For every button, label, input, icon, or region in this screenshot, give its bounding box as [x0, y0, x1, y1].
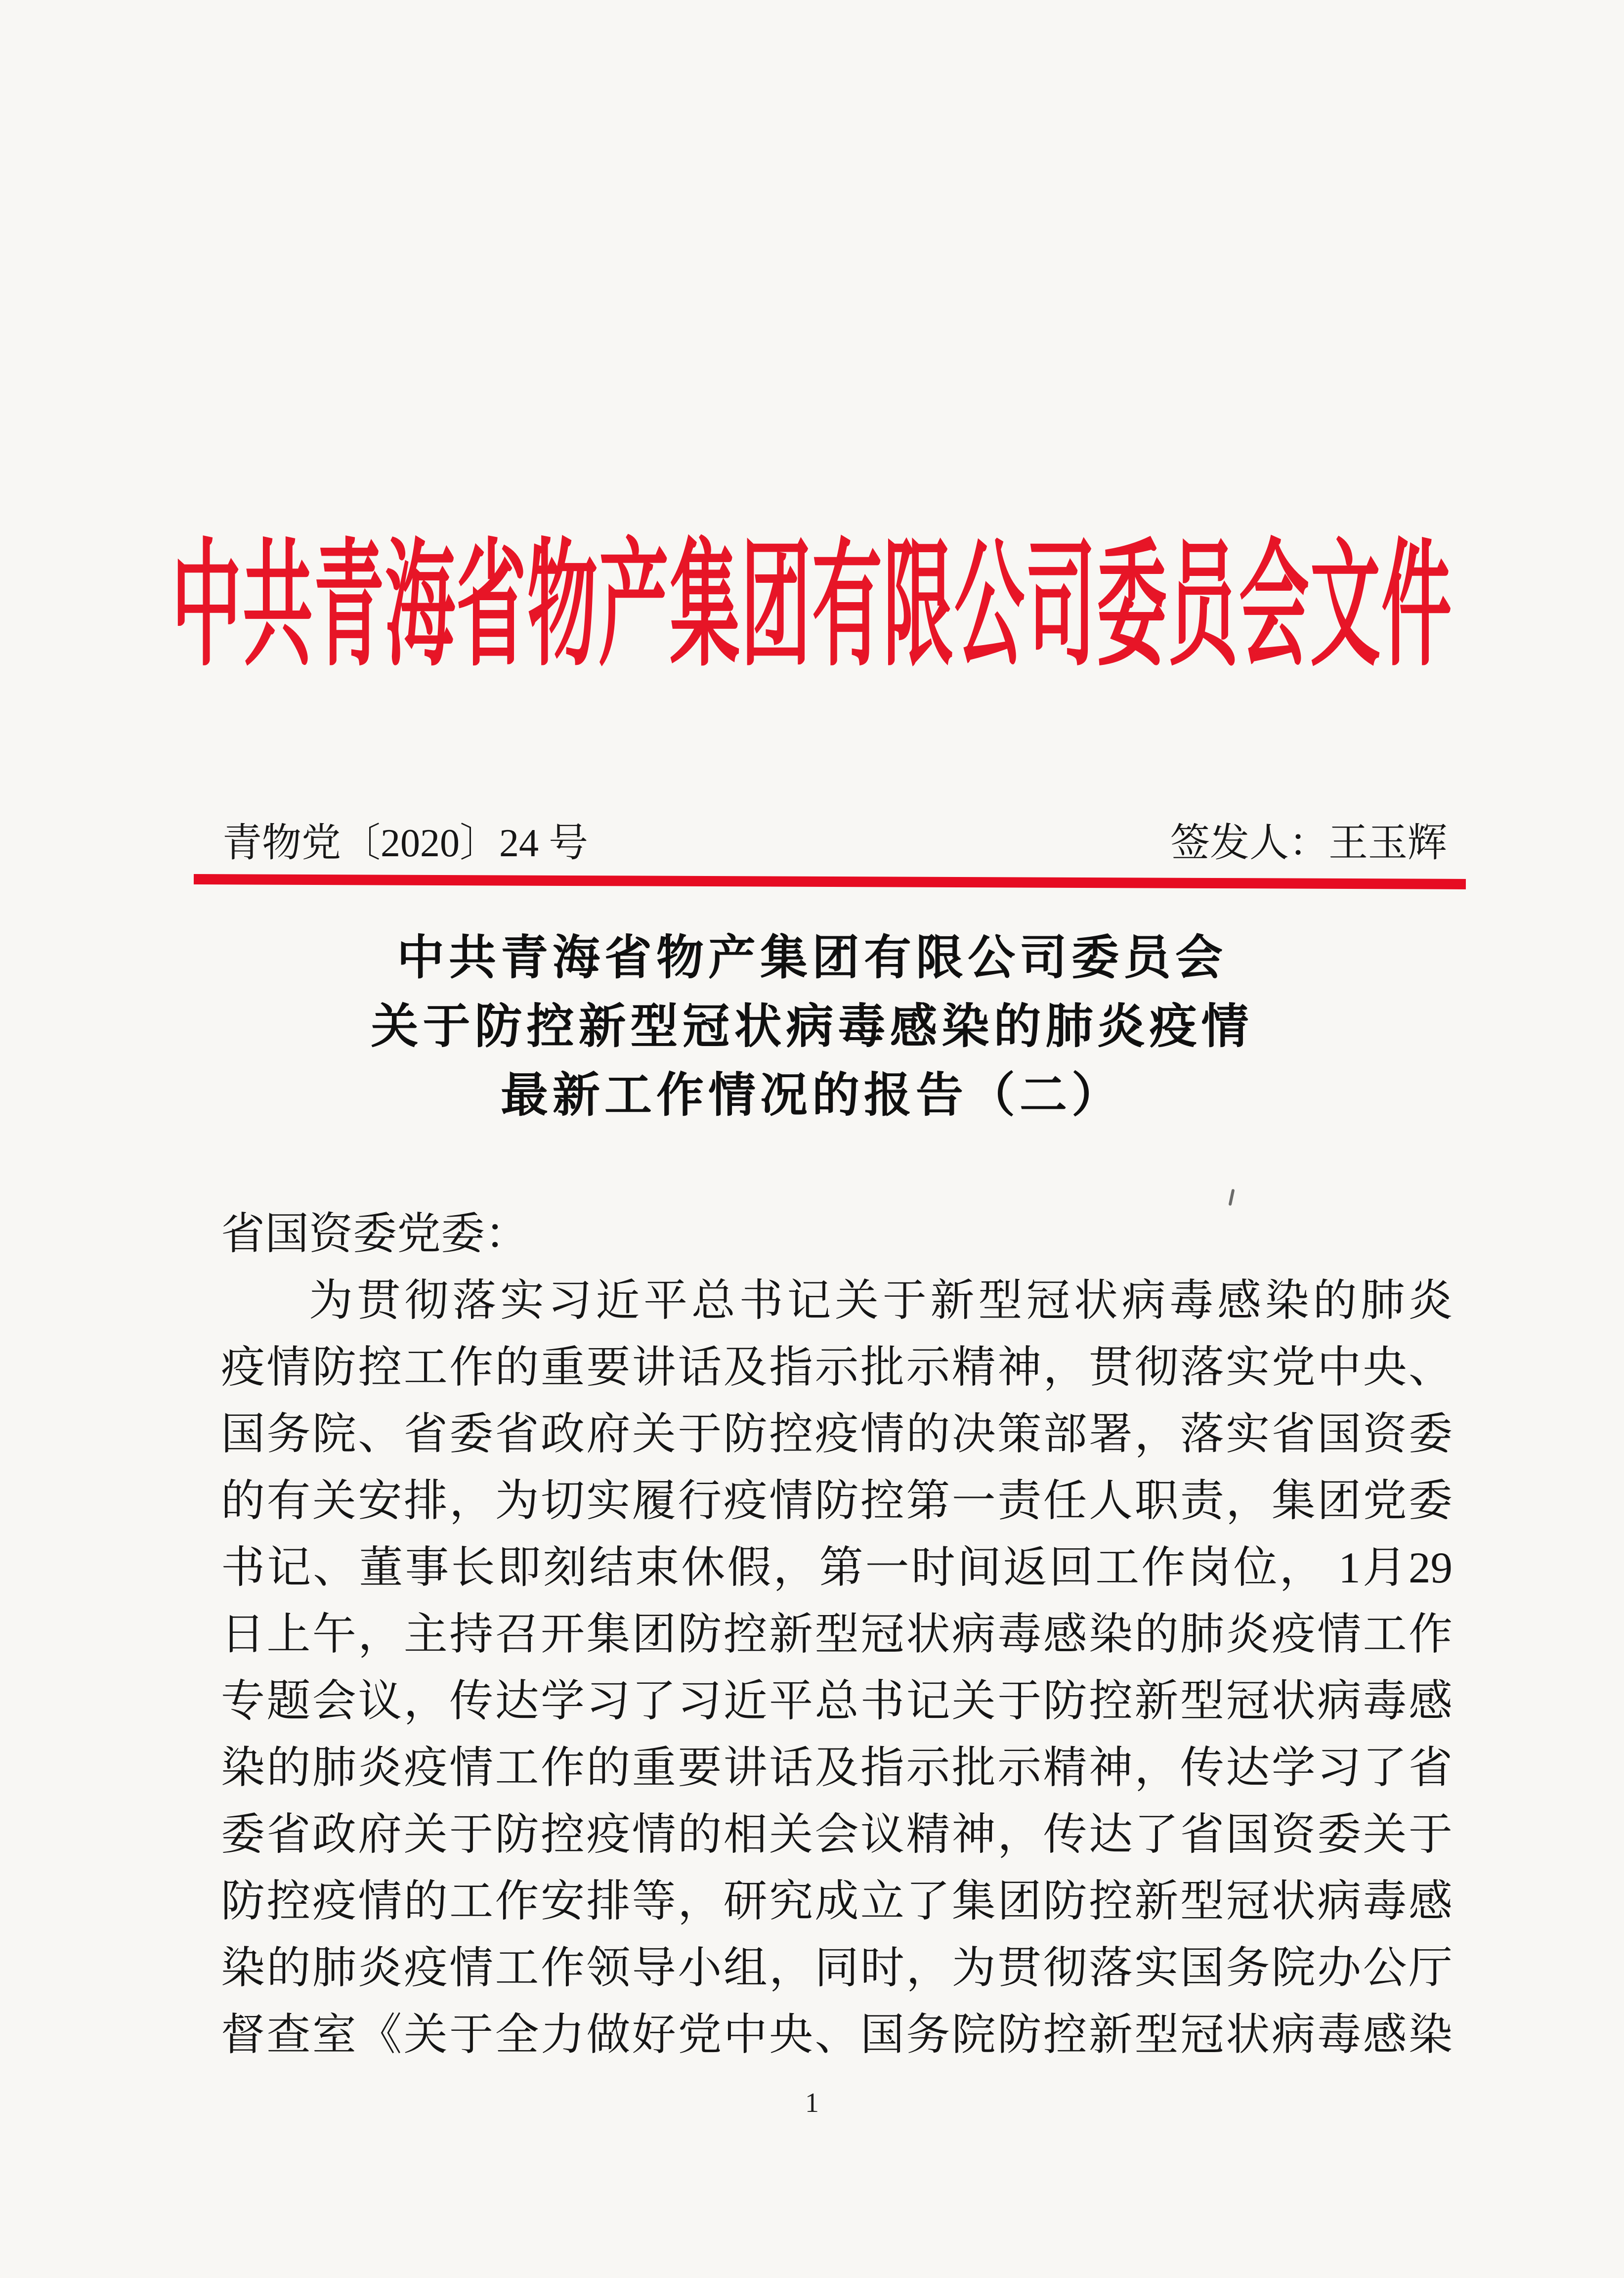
doc-number: 青物党〔2020〕24 号: [222, 822, 588, 865]
document-masthead: [0, 495, 1624, 683]
masthead-org-title: 中共青海省物产集团有限公司委员会文件: [171, 530, 1453, 683]
body-line: 督查室《关于全力做好党中央、国务院防控新型冠状病毒感染: [221, 2011, 1453, 2059]
doc-info-row: [222, 822, 1447, 865]
red-divider-line: [194, 874, 1466, 889]
title-line-3: 最新工作情况的报告（二）: [501, 1069, 1123, 1122]
page-number: 1: [805, 2088, 819, 2118]
issuer-name: 签发人：王玉辉: [1170, 822, 1447, 865]
body-line: 为贯彻落实习近平总书记关于新型冠状病毒感染的肺炎: [309, 1277, 1453, 1325]
body-line: 疫情防控工作的重要讲话及指示批示精神，贯彻落实党中央、: [221, 1344, 1453, 1392]
body-line: 染的肺炎疫情工作的重要讲话及指示批示精神，传达学习了省: [221, 1744, 1453, 1793]
body-line: 专题会议，传达学习了习近平总书记关于防控新型冠状病毒感: [221, 1677, 1453, 1726]
body-line: 委省政府关于防控疫情的相关会议精神，传达了省国资委关于: [221, 1811, 1453, 1859]
title-line-1: 中共青海省物产集团有限公司委员会: [397, 931, 1227, 984]
document-body: [221, 1201, 1453, 2069]
body-line: 防控疫情的工作安排等，研究成立了集团防控新型冠状病毒感: [221, 1878, 1453, 1926]
body-line: 书记、董事长即刻结束休假，第一时间返回工作岗位， 1月29: [221, 1544, 1453, 1592]
title-line-2: 关于防控新型冠状病毒感染的肺炎疫情: [371, 1000, 1253, 1053]
body-line: 日上午，主持召开集团防控新型冠状病毒感染的肺炎疫情工作: [221, 1611, 1453, 1659]
body-line: 国务院、省委省政府关于防控疫情的决策部署，落实省国资委: [221, 1410, 1453, 1459]
body-line: 染的肺炎疫情工作领导小组，同时，为贯彻落实国务院办公厅: [221, 1944, 1453, 1993]
document-title: [0, 923, 1624, 1130]
body-line: 的有关安排，为切实履行疫情防控第一责任人职责，集团党委: [221, 1477, 1453, 1526]
salutation: 省国资委党委：: [221, 1210, 529, 1259]
